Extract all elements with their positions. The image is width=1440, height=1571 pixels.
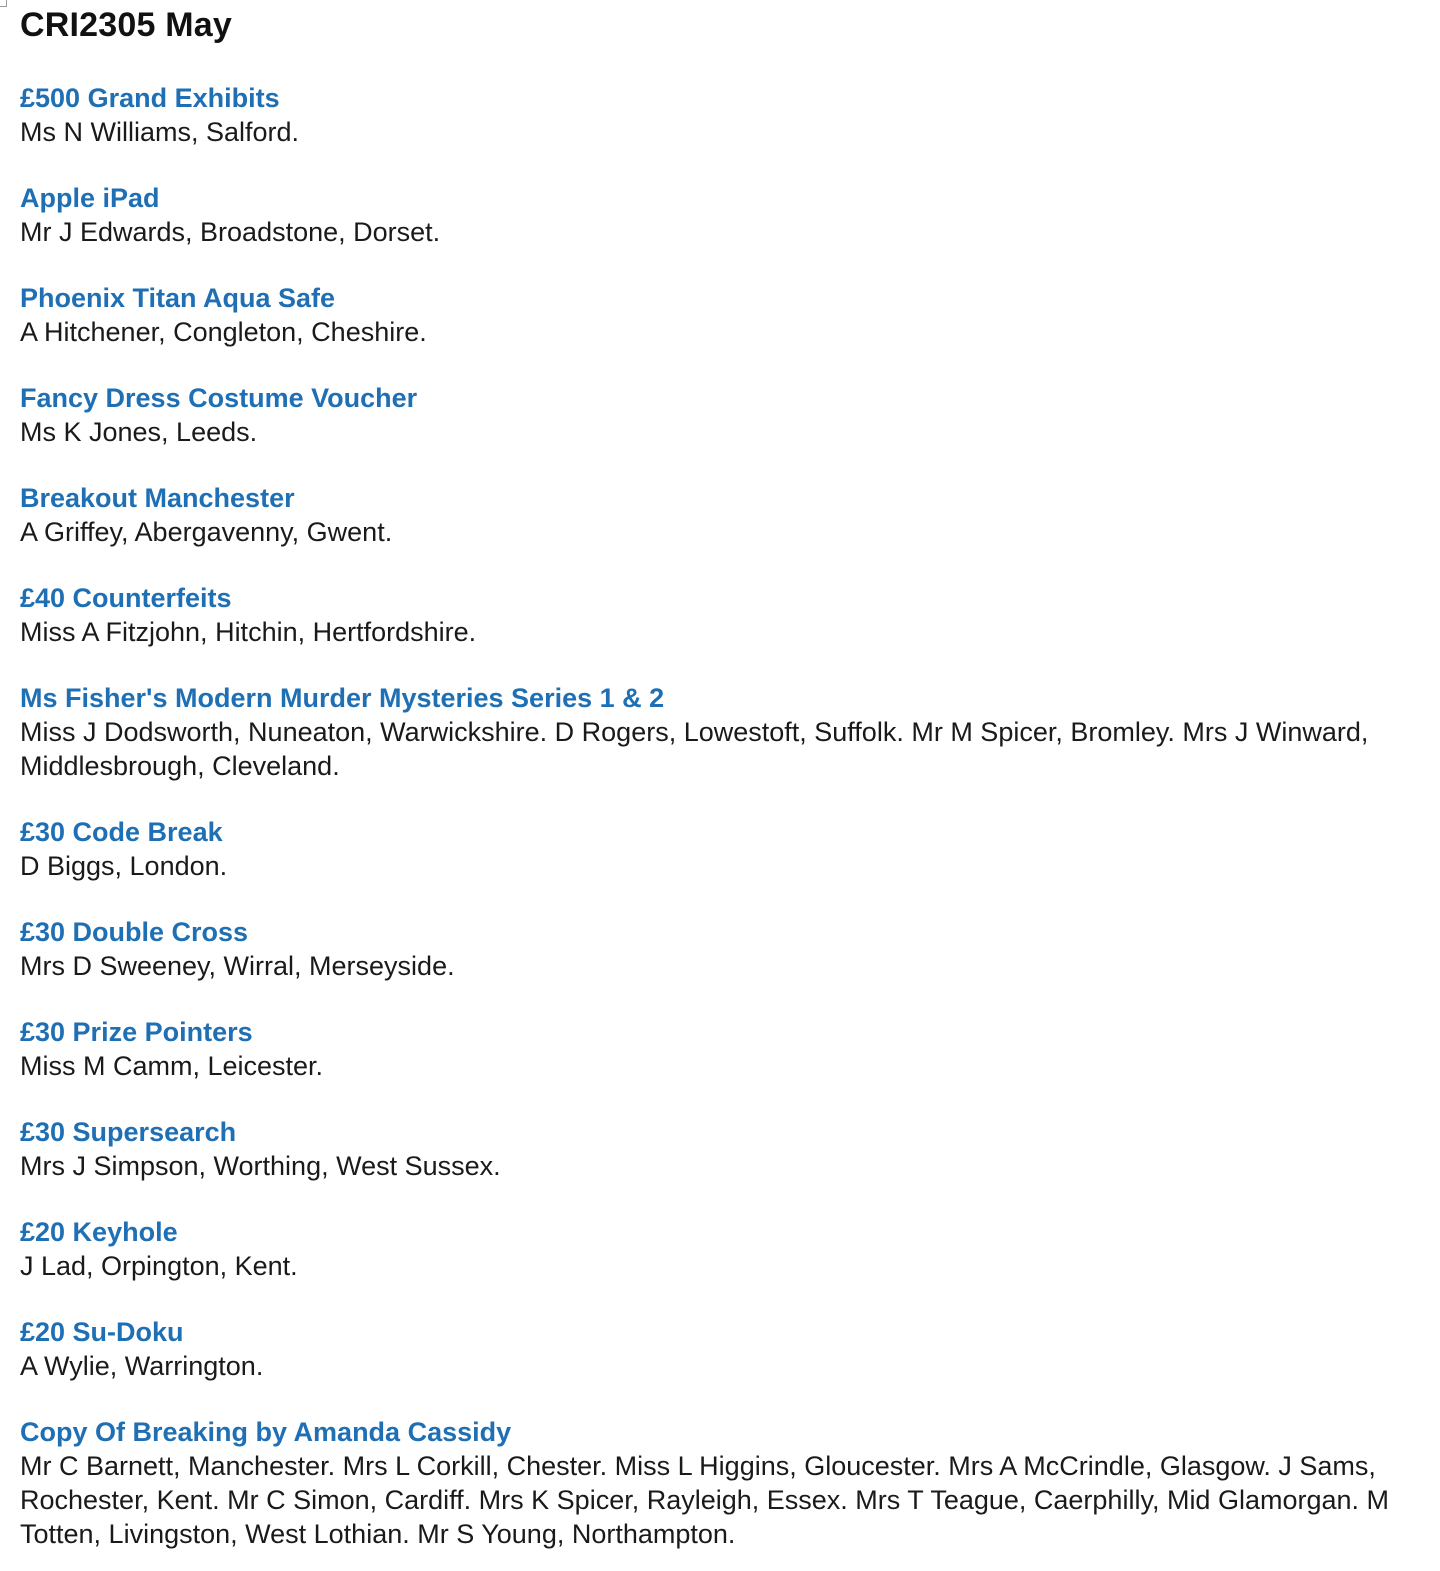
winner-list: Ms K Jones, Leeds. <box>20 417 258 447</box>
winner-list: Miss A Fitzjohn, Hitchin, Hertfordshire. <box>20 617 477 647</box>
prize-winners-list <box>20 81 1420 1551</box>
winner-list: J Lad, Orpington, Kent. <box>20 1251 298 1281</box>
prize-heading: £500 Grand Exhibits <box>20 83 280 113</box>
prize-entry <box>20 815 1420 883</box>
winner-list: Mr J Edwards, Broadstone, Dorset. <box>20 217 441 247</box>
winner-list: Mrs D Sweeney, Wirral, Merseyside. <box>20 951 455 981</box>
winner-list: Miss J Dodsworth, Nuneaton, Warwickshire. D Rogers, Lowestoft, Suffolk. Mr M Spicer, Bromley. Mrs J Winward, Middlesbrough, Cleveland. <box>20 717 1369 781</box>
winner-list: Mrs J Simpson, Worthing, West Sussex. <box>20 1151 501 1181</box>
prize-heading: £20 Su-Doku <box>20 1317 184 1347</box>
prize-heading: Apple iPad <box>20 183 160 213</box>
prize-entry <box>20 281 1420 349</box>
document-title: CRI2305 May <box>20 6 232 44</box>
prize-heading: Fancy Dress Costume Voucher <box>20 383 418 413</box>
prize-heading: £30 Supersearch <box>20 1117 237 1147</box>
prize-heading: £40 Counterfeits <box>20 583 232 613</box>
prize-entry <box>20 1315 1420 1383</box>
prize-entry <box>20 81 1420 149</box>
prize-entry <box>20 481 1420 549</box>
prize-entry <box>20 581 1420 649</box>
winner-list: Mr C Barnett, Manchester. Mrs L Corkill, Chester. Miss L Higgins, Gloucester. Mrs A McCrindle, Glasgow. J Sams, Rochester, Kent. Mr C Simon, Cardiff. Mrs K Spicer, Rayleigh, Essex. Mrs T Teague, Caerphilly, Mid Glamorgan. M Totten, Livingston, West Lothian. Mr S Young, Northampton. <box>20 1451 1390 1549</box>
prize-entry <box>20 681 1420 783</box>
document-page <box>20 0 1420 1551</box>
winner-list: Ms N Williams, Salford. <box>20 117 300 147</box>
prize-heading: Ms Fisher's Modern Murder Mysteries Series 1 & 2 <box>20 683 665 713</box>
prize-heading: Copy Of Breaking by Amanda Cassidy <box>20 1417 512 1447</box>
prize-entry <box>20 1415 1420 1551</box>
prize-heading: Phoenix Titan Aqua Safe <box>20 283 336 313</box>
prize-entry <box>20 1115 1420 1183</box>
winner-list: A Wylie, Warrington. <box>20 1351 264 1381</box>
prize-heading: Breakout Manchester <box>20 483 295 513</box>
prize-entry <box>20 1015 1420 1083</box>
winner-list: D Biggs, London. <box>20 851 228 881</box>
prize-entry <box>20 1215 1420 1283</box>
prize-entry <box>20 181 1420 249</box>
prize-entry <box>20 381 1420 449</box>
prize-heading: £30 Code Break <box>20 817 223 847</box>
prize-heading: £30 Prize Pointers <box>20 1017 253 1047</box>
prize-heading: £30 Double Cross <box>20 917 249 947</box>
page-corner-mark <box>0 0 7 7</box>
prize-heading: £20 Keyhole <box>20 1217 178 1247</box>
prize-entry <box>20 915 1420 983</box>
winner-list: Miss M Camm, Leicester. <box>20 1051 324 1081</box>
winner-list: A Hitchener, Congleton, Cheshire. <box>20 317 427 347</box>
winner-list: A Griffey, Abergavenny, Gwent. <box>20 517 393 547</box>
